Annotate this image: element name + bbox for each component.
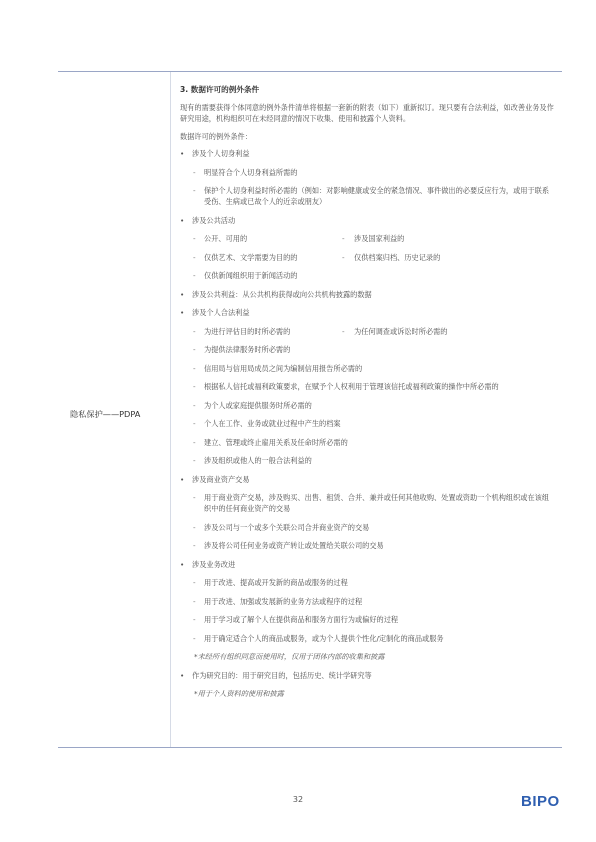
footnote: *未经所有组织同意而使用时，仅用于团体内部的收集和披露: [194, 652, 385, 661]
section-intro: 现有的需要获得个体同意的例外条件清单将根据一套新的附表（如下）重新拟订。现只要有合法利益，如改善业务及作研究用途，机构组织可在未经同意的情况下收集、使用和披露个人资料。: [180, 103, 554, 123]
list-item-pair: [180, 252, 556, 263]
list-item: - 用于商业资产交易，涉及购买、出售、租赁、合并、兼并或任何其他收购、处置或资助一个机构组织或在该组织中的任何商业资产的交易: [180, 492, 556, 514]
list-item: - 保护个人切身利益时所必需的（例如：对影响健康或安全的紧急情况、事件做出的必要反应行为，或用于联系受伤、生病或已故个人的近亲或朋友）: [180, 185, 556, 207]
list-item-pair: [180, 326, 556, 337]
list-item: - 用于改进、提高或开发新的商品或服务的过程: [180, 577, 556, 588]
list-item: - 用于确定适合个人的商品或服务，或为个人提供个性化/定制化的商品或服务: [180, 633, 556, 644]
group-title: • 涉及公共活动: [180, 215, 556, 226]
list-item: - 涉及组织或他人的一般合法利益的: [180, 455, 556, 466]
list-item: - 仅供档案归档、历史记录的: [342, 252, 440, 263]
list-item: - 用于改进、加强或发展新的业务方法或程序的过程: [180, 596, 556, 607]
footnote: *用于个人资料的使用和披露: [194, 689, 284, 698]
bottom-rule: [58, 747, 562, 748]
column-divider: [170, 72, 171, 747]
list-item: - 个人在工作、业务或就业过程中产生的档案: [180, 418, 556, 429]
list-item: - 明显符合个人切身利益所需的: [180, 167, 556, 178]
section-sub-intro: 数据许可的例外条件：: [180, 131, 252, 141]
group-title: • 涉及个人切身利益: [180, 148, 556, 159]
section-heading: 3. 数据许可的例外条件: [180, 85, 260, 94]
list-item: - 根据私人信托或福利政策要求，在赋予个人权利用于管理该信托或福利政策的操作中所必需的: [180, 381, 556, 392]
group-title: • 涉及公共利益：从公共机构获得或向公共机构披露的数据: [180, 289, 556, 300]
list-item-pair: [180, 233, 556, 244]
list-item: - 仅供艺术、文学需要为目的的: [180, 252, 342, 263]
list-item: - 为任何调查或诉讼时所必需的: [342, 326, 447, 337]
list-item: - 涉及将公司任何业务或资产转让或处置给关联公司的交易: [180, 540, 556, 551]
list-item: - 为个人或家庭提供服务时所必需的: [180, 400, 556, 411]
list-item: - 涉及公司与一个或多个关联公司合并商业资产的交易: [180, 522, 556, 533]
list-item: - 仅供新闻组织用于新闻活动的: [180, 270, 556, 281]
group-title: • 作为研究目的：用于研究目的，包括历史、统计学研究等: [180, 670, 556, 681]
list-item: - 公开、可用的: [180, 233, 342, 244]
section-content: [180, 84, 556, 707]
list-item: - 涉及国家利益的: [342, 233, 404, 244]
list-item: - 为进行评估目的时所必需的: [180, 326, 342, 337]
page-number: 32: [292, 795, 304, 804]
top-rule: [58, 71, 562, 72]
list-item: - 为提供法律服务时所必需的: [180, 344, 556, 355]
group-title: • 涉及商业资产交易: [180, 474, 556, 485]
list-item: - 建立、管理或终止雇用关系及任命时所必需的: [180, 437, 556, 448]
bipo-logo: BIPO: [521, 793, 560, 810]
group-title: • 涉及个人合法利益: [180, 307, 556, 318]
side-label: 隐私保护——PDPA: [70, 409, 141, 419]
list-item: - 用于学习或了解个人在提供商品和服务方面行为或偏好的过程: [180, 614, 556, 625]
group-title: • 涉及业务改进: [180, 559, 556, 570]
list-item: - 信用局与信用局成员之间为编制信用报告所必需的: [180, 363, 556, 374]
